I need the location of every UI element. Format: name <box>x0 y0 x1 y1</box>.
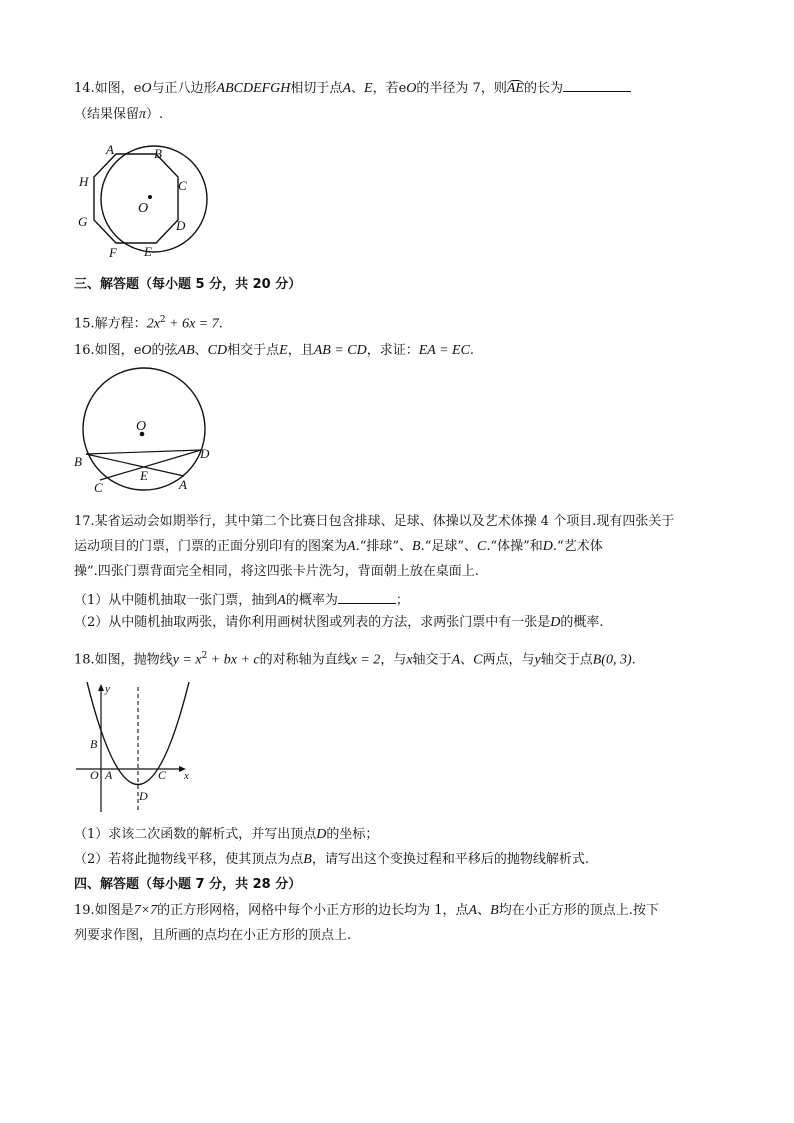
section-4-heading: 四、解答题（每小题 7 分，共 28 分） <box>74 877 302 892</box>
chord-CD <box>100 450 201 480</box>
label-y: y <box>105 683 110 695</box>
label-D: D <box>200 446 210 461</box>
circle-O <box>101 146 207 252</box>
q16: 16.如图，eO的弦AB、CD相交于点E，且AB = CD，求证：EA = EC. <box>74 343 475 358</box>
segment-BD <box>86 450 201 454</box>
label-B: B <box>154 146 162 161</box>
octagon-ABCDEFGH <box>94 154 178 243</box>
label-F: F <box>109 245 117 260</box>
label-D: D <box>139 789 148 803</box>
q17-part2: （2）从中随机抽取两张，请你利用画树状图或列表的方法，求两张门票中有一张是D的概率. <box>74 615 604 630</box>
label-D: D <box>176 218 186 233</box>
label-A: A <box>105 768 113 782</box>
label-O: O <box>136 419 147 434</box>
center-point <box>148 195 152 199</box>
q14-line1: 14.如图，eO与正八边形ABCDEFGH相切于点A、E，若eO的半径为 7，则AE的长为 <box>74 77 631 98</box>
section-3-heading: 三、解答题（每小题 5 分，共 20 分） <box>74 277 302 292</box>
label-H: H <box>79 174 89 189</box>
label-x: x <box>184 770 189 782</box>
q17-line3: 操”.四张门票背面完全相同，将这四张卡片洗匀，背面朝上放在桌面上. <box>74 564 479 579</box>
answer-blank-q17[interactable] <box>338 589 396 604</box>
circle-symbol: e <box>133 81 142 96</box>
label-C: C <box>178 178 187 193</box>
label-A: A <box>179 477 187 492</box>
q18-line1: 18.如图，抛物线$y = x^2$ + bx + c的对称轴为直线x = 2，与x轴交于A、C两点，与y轴交于点B(0, 3). <box>74 651 636 668</box>
q17-line1: 17.某省运动会如期举行，其中第二个比赛日包含排球、足球、体操以及艺术体操 4 个项目.现有四张关于 <box>74 514 675 529</box>
label-C: C <box>94 480 103 495</box>
label-G: G <box>78 214 88 229</box>
q18-part1: （1）求该二次函数的解析式，并写出顶点D的坐标； <box>74 827 379 842</box>
figure-18-parabola <box>72 682 202 817</box>
answer-blank-q14[interactable] <box>563 77 631 92</box>
q14-line2: （结果保留π）. <box>74 107 164 122</box>
label-A: A <box>106 142 114 157</box>
q19-line1: 19.如图是7×7的正方形网格，网格中每个小正方形的边长均为 1，点A、B均在小正方形的顶点上.按下 <box>74 903 659 918</box>
q17-part1: （1）从中随机抽取一张门票，抽到A的概率为 ； <box>74 589 409 610</box>
label-B: B <box>74 454 82 469</box>
q18-part2: （2）若将此抛物线平移，使其顶点为点B，请写出这个变换过程和平移后的抛物线解析式. <box>74 852 589 867</box>
y-axis-arrow <box>98 684 104 691</box>
q19-line2: 列要求作图，且所画的点均在小正方形的顶点上. <box>74 928 352 943</box>
label-E: E <box>140 468 148 483</box>
q15: 15.解方程：$2x^2 + 6x = 7$. <box>74 315 223 332</box>
label-O: O <box>138 201 149 216</box>
label-O: O <box>90 768 99 782</box>
label-C: C <box>158 768 167 782</box>
q17-line2: 运动项目的门票，门票的正面分别印有的图案为A.“排球”、B.“足球”、C.“体操”和D.“艺术体 <box>74 539 603 554</box>
figure-14-octagon-circle <box>74 138 214 263</box>
figure-16-circle-chords <box>72 372 222 497</box>
arc-AE: AE <box>506 81 524 96</box>
label-B: B <box>90 737 98 751</box>
label-E: E <box>144 244 152 259</box>
